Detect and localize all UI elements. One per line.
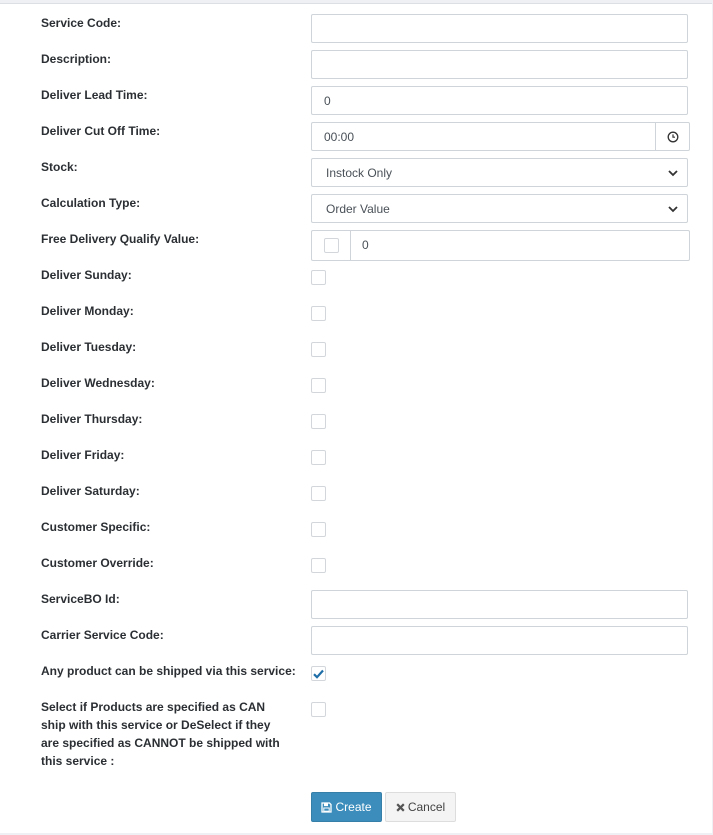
any-product-checkbox[interactable] <box>311 666 326 681</box>
deliver-friday-label: Deliver Friday: <box>41 448 125 462</box>
chevron-down-icon <box>667 167 679 179</box>
times-icon <box>396 803 405 812</box>
stock-select[interactable] <box>311 158 688 187</box>
deliver-friday-checkbox[interactable] <box>311 450 326 465</box>
form-card <box>0 3 712 833</box>
deliver-sunday-checkbox[interactable] <box>311 270 326 285</box>
deliver-thursday-checkbox[interactable] <box>311 414 326 429</box>
customer-override-checkbox[interactable] <box>311 558 326 573</box>
calculation-type-label: Calculation Type: <box>41 196 141 210</box>
deliver-lead-time-input[interactable]: 0 <box>311 86 688 115</box>
customer-specific-label: Customer Specific: <box>41 520 151 534</box>
can-ship-checkbox[interactable] <box>311 702 326 717</box>
deliver-monday-checkbox[interactable] <box>311 306 326 321</box>
stock-label: Stock: <box>41 160 78 174</box>
free-delivery-label: Free Delivery Qualify Value: <box>41 232 200 246</box>
description-label: Description: <box>41 52 112 66</box>
customer-override-label: Customer Override: <box>41 556 154 570</box>
deliver-wednesday-label: Deliver Wednesday: <box>41 376 155 390</box>
customer-specific-checkbox[interactable] <box>311 522 326 537</box>
servicebo-id-label: ServiceBO Id: <box>41 592 120 606</box>
clock-icon <box>667 131 679 143</box>
any-product-label: Any product can be shipped via this service: <box>41 664 296 678</box>
free-delivery-value-input[interactable]: 0 <box>362 238 369 252</box>
free-delivery-input-group <box>311 230 690 261</box>
deliver-sunday-label: Deliver Sunday: <box>41 268 132 282</box>
carrier-service-code-label: Carrier Service Code: <box>41 628 164 642</box>
calculation-type-select-value: Order Value <box>326 201 390 216</box>
chevron-down-icon <box>667 203 679 215</box>
servicebo-id-input[interactable] <box>311 590 688 619</box>
carrier-service-code-input[interactable] <box>311 626 688 655</box>
free-delivery-toggle-addon <box>312 231 351 260</box>
stock-select-value: Instock Only <box>326 165 393 180</box>
deliver-tuesday-checkbox[interactable] <box>311 342 326 357</box>
calculation-type-select[interactable] <box>311 194 688 223</box>
deliver-saturday-checkbox[interactable] <box>311 486 326 501</box>
create-button-label: Create <box>335 800 372 814</box>
deliver-saturday-label: Deliver Saturday: <box>41 484 140 498</box>
deliver-thursday-label: Deliver Thursday: <box>41 412 143 426</box>
deliver-wednesday-checkbox[interactable] <box>311 378 326 393</box>
save-icon <box>321 802 332 813</box>
deliver-cut-off-time-label: Deliver Cut Off Time: <box>41 124 161 138</box>
free-delivery-checkbox[interactable] <box>324 238 339 253</box>
check-icon <box>313 669 324 679</box>
deliver-lead-time-label: Deliver Lead Time: <box>41 88 148 102</box>
deliver-monday-label: Deliver Monday: <box>41 304 134 318</box>
service-code-label: Service Code: <box>41 16 122 30</box>
deliver-tuesday-label: Deliver Tuesday: <box>41 340 137 354</box>
cancel-button[interactable] <box>385 792 456 822</box>
cancel-button-label: Cancel <box>407 800 446 814</box>
clock-addon[interactable] <box>656 122 690 151</box>
service-code-input[interactable] <box>311 14 688 43</box>
can-ship-label: Select if Products are specified as CAN ship with this service or DeSelect if they are specified as CANNOT be shipped with this service : <box>41 700 280 768</box>
deliver-cut-off-time-input[interactable]: 00:00 <box>311 122 656 151</box>
description-input[interactable] <box>311 50 688 79</box>
create-button[interactable] <box>311 792 382 822</box>
